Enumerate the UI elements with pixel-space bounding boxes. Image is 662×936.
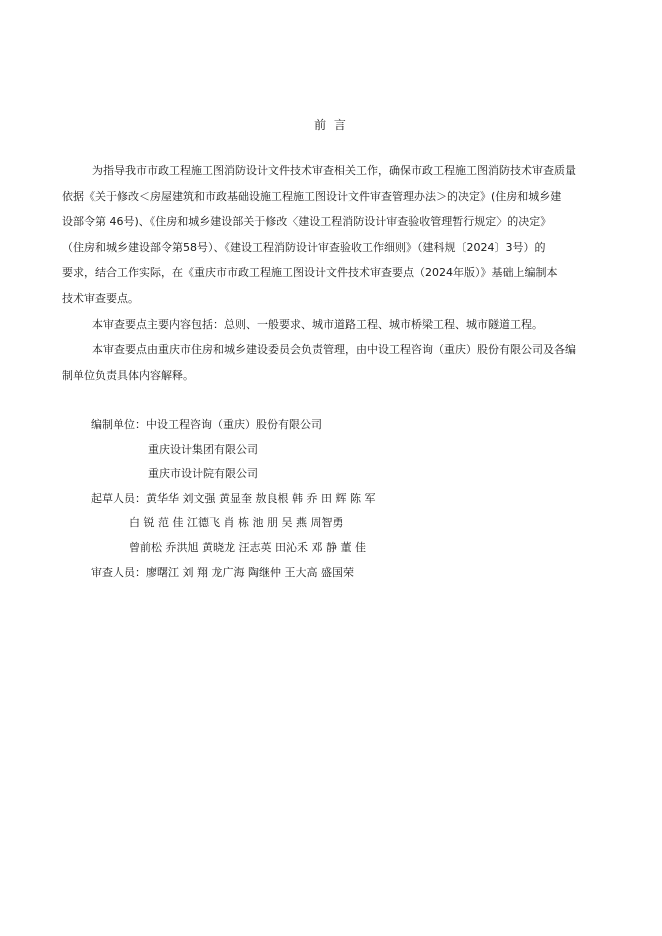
body-line-5: 要求，结合工作实际，在《重庆市市政工程施工图设计文件技术审查要点（2024年版）》基础上编制本 [62, 266, 558, 280]
body-line-1: 为指导我市市政工程施工图消防设计文件技术审查相关工作，确保市政工程施工图消防技术审查质量 [92, 164, 576, 177]
page-title: 前 言 [314, 118, 348, 132]
body-line-4: （住房和城乡建设部令第58号）、《建设工程消防设计审查验收工作细则》（建科规〔2024〕3号）的 [62, 240, 546, 254]
drafters-row-2: 白 锐 范 佳 江德飞 肖 栋 池 朋 吴 燕 周智勇 [129, 516, 344, 530]
credits-block [91, 418, 611, 590]
body-line-9: 制单位负责具体内容解释。 [62, 368, 194, 382]
preface-body [62, 164, 606, 394]
compiling-unit-2: 重庆设计集团有限公司 [148, 442, 258, 456]
drafters-row-3: 曾前松 乔洪旭 黄晓龙 汪志英 田沁禾 邓 静 董 佳 [129, 540, 366, 554]
compiling-units: 编制单位：中设工程咨询（重庆）股份有限公司 [91, 418, 322, 431]
reviewers: 审查人员：廖曙江 刘 翔 龙广海 陶继仲 王大高 盛国荣 [91, 565, 354, 579]
body-line-6: 技术审查要点。 [62, 291, 139, 305]
compiling-unit-3: 重庆市设计院有限公司 [148, 467, 258, 481]
body-line-7: 本审查要点主要内容包括：总则、一般要求、城市道路工程、城市桥梁工程、城市隧道工程。 [92, 317, 543, 331]
body-line-8: 本审查要点由重庆市住房和城乡建设委员会负责管理，由中设工程咨询（重庆）股份有限公司及各编 [92, 343, 576, 357]
body-line-2: 依据《关于修改＜房屋建筑和市政基础设施工程施工图设计文件审查管理办法＞的决定》(住房和城乡建 [62, 189, 562, 203]
drafters: 起草人员：黄华华 刘文强 黄显奎 敖良根 韩 乔 田 辉 陈 军 [91, 491, 376, 505]
body-line-3: 设部令第 46号)、《住房和城乡建设部关于修改〈建设工程消防设计审查验收管理暂行规定〉的决定》 [62, 215, 552, 229]
